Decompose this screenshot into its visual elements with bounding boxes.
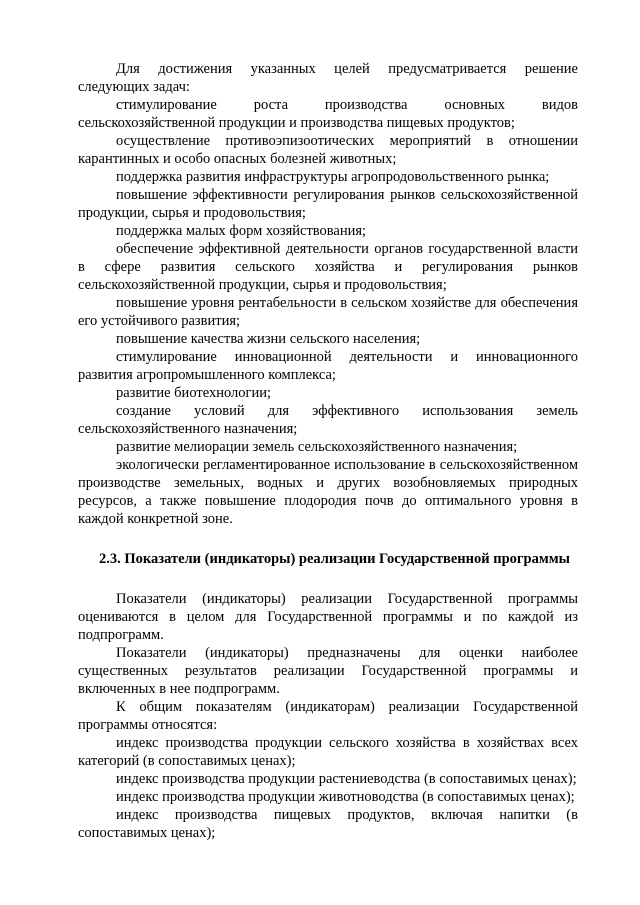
paragraph-task: повышение качества жизни сельского населения; <box>116 331 421 347</box>
paragraph-indicators: Показатели (индикаторы) реализации Государственной программы оцениваются в целом для Государственной программы и по каждой из подпрограмм. <box>78 591 578 643</box>
indicators-block <box>78 590 578 842</box>
paragraph-task: осуществление противоэпизоотических мероприятий в отношении карантинных и особо опасных болезней животных; <box>78 133 578 167</box>
section-number: 2.3. <box>99 551 121 567</box>
paragraph-indicator-item: индекс производства пищевых продуктов, включая напитки (в сопоставимых ценах); <box>78 807 578 841</box>
paragraph-task: поддержка малых форм хозяйствования; <box>116 223 367 239</box>
paragraph-task: поддержка развития инфраструктуры агропродовольственного рынка; <box>116 169 550 185</box>
paragraph-task: экологически регламентированное использование в сельскохозяйственном производстве земельных, водных и других возобновляемых природных ресурсов, а также повышение плодородия почв до оптимального уровня в каждой конкретной зоне. <box>78 457 578 527</box>
paragraph-task: развитие мелиорации земель сельскохозяйственного назначения; <box>116 439 518 455</box>
paragraph-task: создание условий для эффективного использования земель сельскохозяйственного назначения; <box>78 403 578 437</box>
paragraph-task: повышение эффективности регулирования рынков сельскохозяйственной продукции, сырья и продовольствия; <box>78 187 578 221</box>
section-heading <box>78 550 578 568</box>
paragraph-task: обеспечение эффективной деятельности органов государственной власти в сфере развития сельского хозяйства и регулирования рынков сельскохозяйственной продукции, сырья и продовольствия; <box>78 241 578 293</box>
paragraph-indicators: К общим показателям (индикаторам) реализации Государственной программы относятся: <box>78 699 578 733</box>
paragraph-indicators: Показатели (индикаторы) предназначены для оценки наиболее существенных результатов реализации Государственной программы и включенных в нее подпрограмм. <box>78 645 578 697</box>
section-title: Показатели (индикаторы) реализации Государственной программы <box>124 551 570 567</box>
paragraph-task: стимулирование инновационной деятельности и инновационного развития агропромышленного комплекса; <box>78 349 578 383</box>
paragraph-intro: Для достижения указанных целей предусматривается решение следующих задач: <box>78 61 578 95</box>
paragraph-indicator-item: индекс производства продукции растениеводства (в сопоставимых ценах); <box>116 771 577 787</box>
paragraph-indicator-item: индекс производства продукции животноводства (в сопоставимых ценах); <box>116 789 575 805</box>
paragraph-task: развитие биотехнологии; <box>116 385 272 401</box>
paragraph-task: стимулирование роста производства основных видов сельскохозяйственной продукции и производства пищевых продуктов; <box>78 97 578 131</box>
tasks-block <box>78 60 578 528</box>
document-page <box>78 60 578 842</box>
paragraph-task: повышение уровня рентабельности в сельском хозяйстве для обеспечения его устойчивого развития; <box>78 295 578 329</box>
paragraph-indicator-item: индекс производства продукции сельского хозяйства в хозяйствах всех категорий (в сопоставимых ценах); <box>78 735 578 769</box>
